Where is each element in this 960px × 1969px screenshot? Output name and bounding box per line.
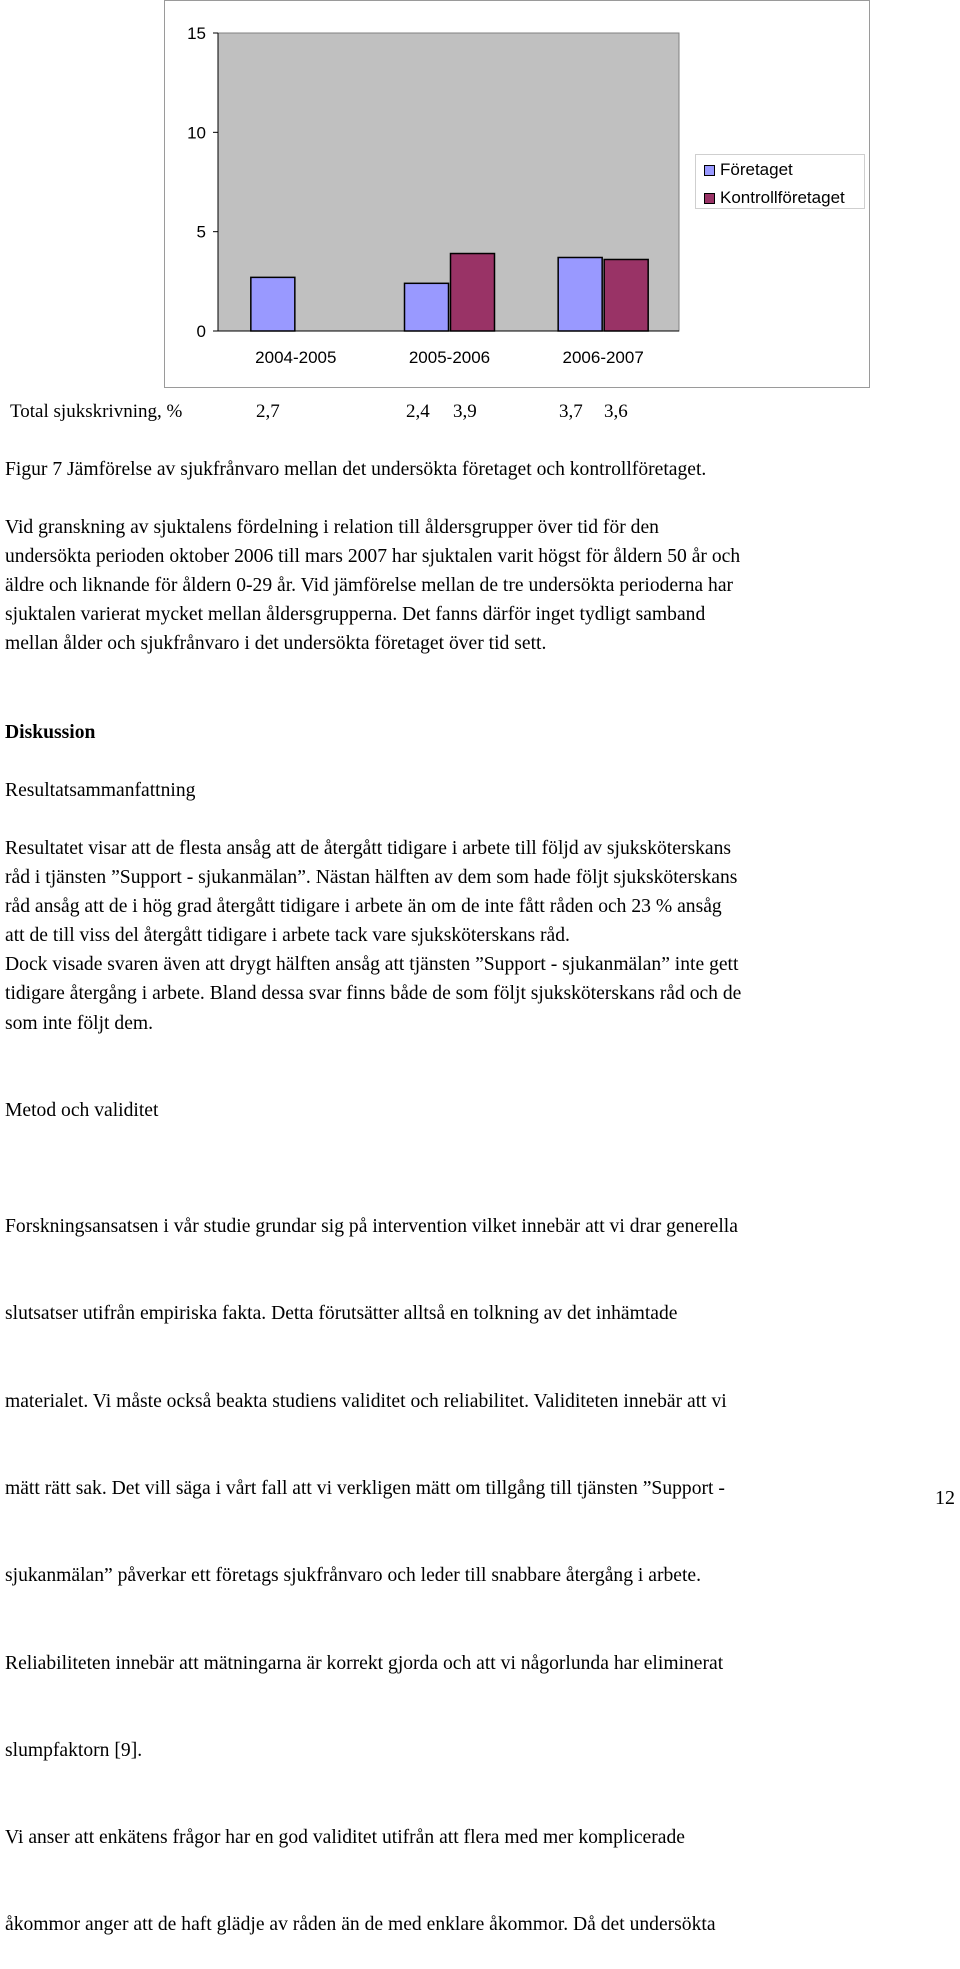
- text-line: undersökta perioden oktober 2006 till mars 2007 har sjuktalen varit högst för åldern 50 år och: [5, 546, 741, 568]
- data-row-value: 2,4: [406, 401, 430, 422]
- data-table-row: [0, 401, 960, 427]
- legend-label-kontrollforetaget: Kontrollföretaget: [720, 188, 845, 207]
- text-line: att de till viss del återgått tidigare i arbete tack vare sjuksköterskans råd.: [5, 925, 570, 947]
- text-line: Forskningsansatsen i vår studie grundar sig på intervention vilket innebär att vi drar generella: [5, 1216, 738, 1238]
- bar-kontrollforetaget: [451, 254, 495, 331]
- heading-diskussion: Diskussion: [5, 722, 96, 743]
- text-line: tidigare återgång i arbete. Bland dessa svar finns både de som följt sjuksköterskans råd och de: [5, 983, 742, 1005]
- paragraph-method: [5, 1154, 960, 1969]
- text-line: äldre och liknande för åldern 0-29 år. Vid jämförelse mellan de tre undersökta perioderna har: [5, 575, 734, 597]
- text-line: råd ansåg att de i hög grad återgått tidigare i arbete än om de inte fått råden och 23 % ansåg: [5, 896, 722, 918]
- text-line: slutsatser utifrån empiriska fakta. Detta förutsätter alltså en tolkning av det inhämtade: [5, 1303, 678, 1325]
- data-row-label: Total sjukskrivning, %: [10, 401, 183, 422]
- y-tick-label: 5: [196, 222, 206, 242]
- text-line: materialet. Vi måste också beakta studiens validitet och reliabilitet. Validiteten innebär att vi: [5, 1390, 727, 1412]
- bar-foretaget: [251, 277, 295, 331]
- y-tick-label: 10: [187, 123, 206, 143]
- legend-label-foretaget: Företaget: [720, 160, 793, 179]
- text-line: mätt rätt sak. Det vill säga i vårt fall att vi verkligen mätt om tillgång till tjänsten ”Support -: [5, 1478, 725, 1500]
- paragraph-results: [5, 834, 960, 1038]
- text-line: Vi anser att enkätens frågor har en god validitet utifrån att flera med mer komplicerade: [5, 1827, 685, 1849]
- legend-swatch-kontrollforetaget: [704, 193, 715, 204]
- data-row-value: 3,7: [559, 401, 583, 422]
- text-line: råd i tjänsten ”Support - sjukanmälan”. Nästan hälften av dem som hade följt sjuksköterskans: [5, 867, 738, 889]
- text-line: mellan ålder och sjukfrånvaro i det undersökta företaget över tid sett.: [5, 633, 547, 655]
- subheading-resultatsammanfattning: Resultatsammanfattning: [5, 780, 196, 801]
- text-line: Vid granskning av sjuktalens fördelning i relation till åldersgrupper över tid för den: [5, 517, 659, 538]
- legend-item-kontrollforetaget: [704, 188, 845, 208]
- text-line: som inte följt dem.: [5, 1012, 154, 1034]
- text-line: sjukanmälan” påverkar ett företags sjukfrånvaro och leder till snabbare återgång i arbete.: [5, 1565, 701, 1587]
- bar-kontrollforetaget: [604, 259, 648, 331]
- x-tick-label: 2004-2005: [255, 348, 337, 367]
- text-line: Reliabiliteten innebär att mätningarna är korrekt gjorda och att vi någorlunda har eliminerat: [5, 1652, 724, 1674]
- figure-caption: Figur 7 Jämförelse av sjukfrånvaro mellan det undersökta företaget och kontrollföretaget.: [5, 459, 707, 480]
- text-line: Resultatet visar att de flesta ansåg att de återgått tidigare i arbete till följd av sjuksköterskans: [5, 838, 732, 859]
- chart-legend: [695, 154, 865, 209]
- subheading-metod-och-validitet: Metod och validitet: [5, 1100, 159, 1121]
- data-row-value: 2,7: [256, 401, 280, 422]
- legend-swatch-foretaget: [704, 165, 715, 176]
- chart-figure-7: [164, 0, 870, 388]
- y-tick-label: 0: [196, 322, 206, 341]
- text-line: sjuktalen varierat mycket mellan åldersgrupperna. Det fanns därför inget tydligt samband: [5, 604, 706, 626]
- text-line: slumpfaktorn [9].: [5, 1739, 143, 1761]
- bar-foretaget: [405, 283, 449, 331]
- x-tick-label: 2005-2006: [408, 348, 491, 367]
- data-row-value: 3,6: [604, 401, 628, 422]
- page-number: 12: [935, 1487, 955, 1509]
- paragraph-age-groups: [5, 513, 960, 658]
- data-row-value: 3,9: [453, 401, 477, 422]
- text-line: Dock visade svaren även att drygt hälften ansåg att tjänsten ”Support - sjukanmälan” inte gett: [5, 954, 739, 976]
- legend-item-foretaget: [704, 160, 793, 180]
- y-tick-label: 15: [187, 24, 206, 43]
- x-tick-label: 2006-2007: [562, 348, 644, 367]
- text-line: åkommor anger att de haft glädje av råden än de med enklare åkommor. Då det undersökta: [5, 1914, 716, 1936]
- bar-foretaget: [558, 257, 602, 331]
